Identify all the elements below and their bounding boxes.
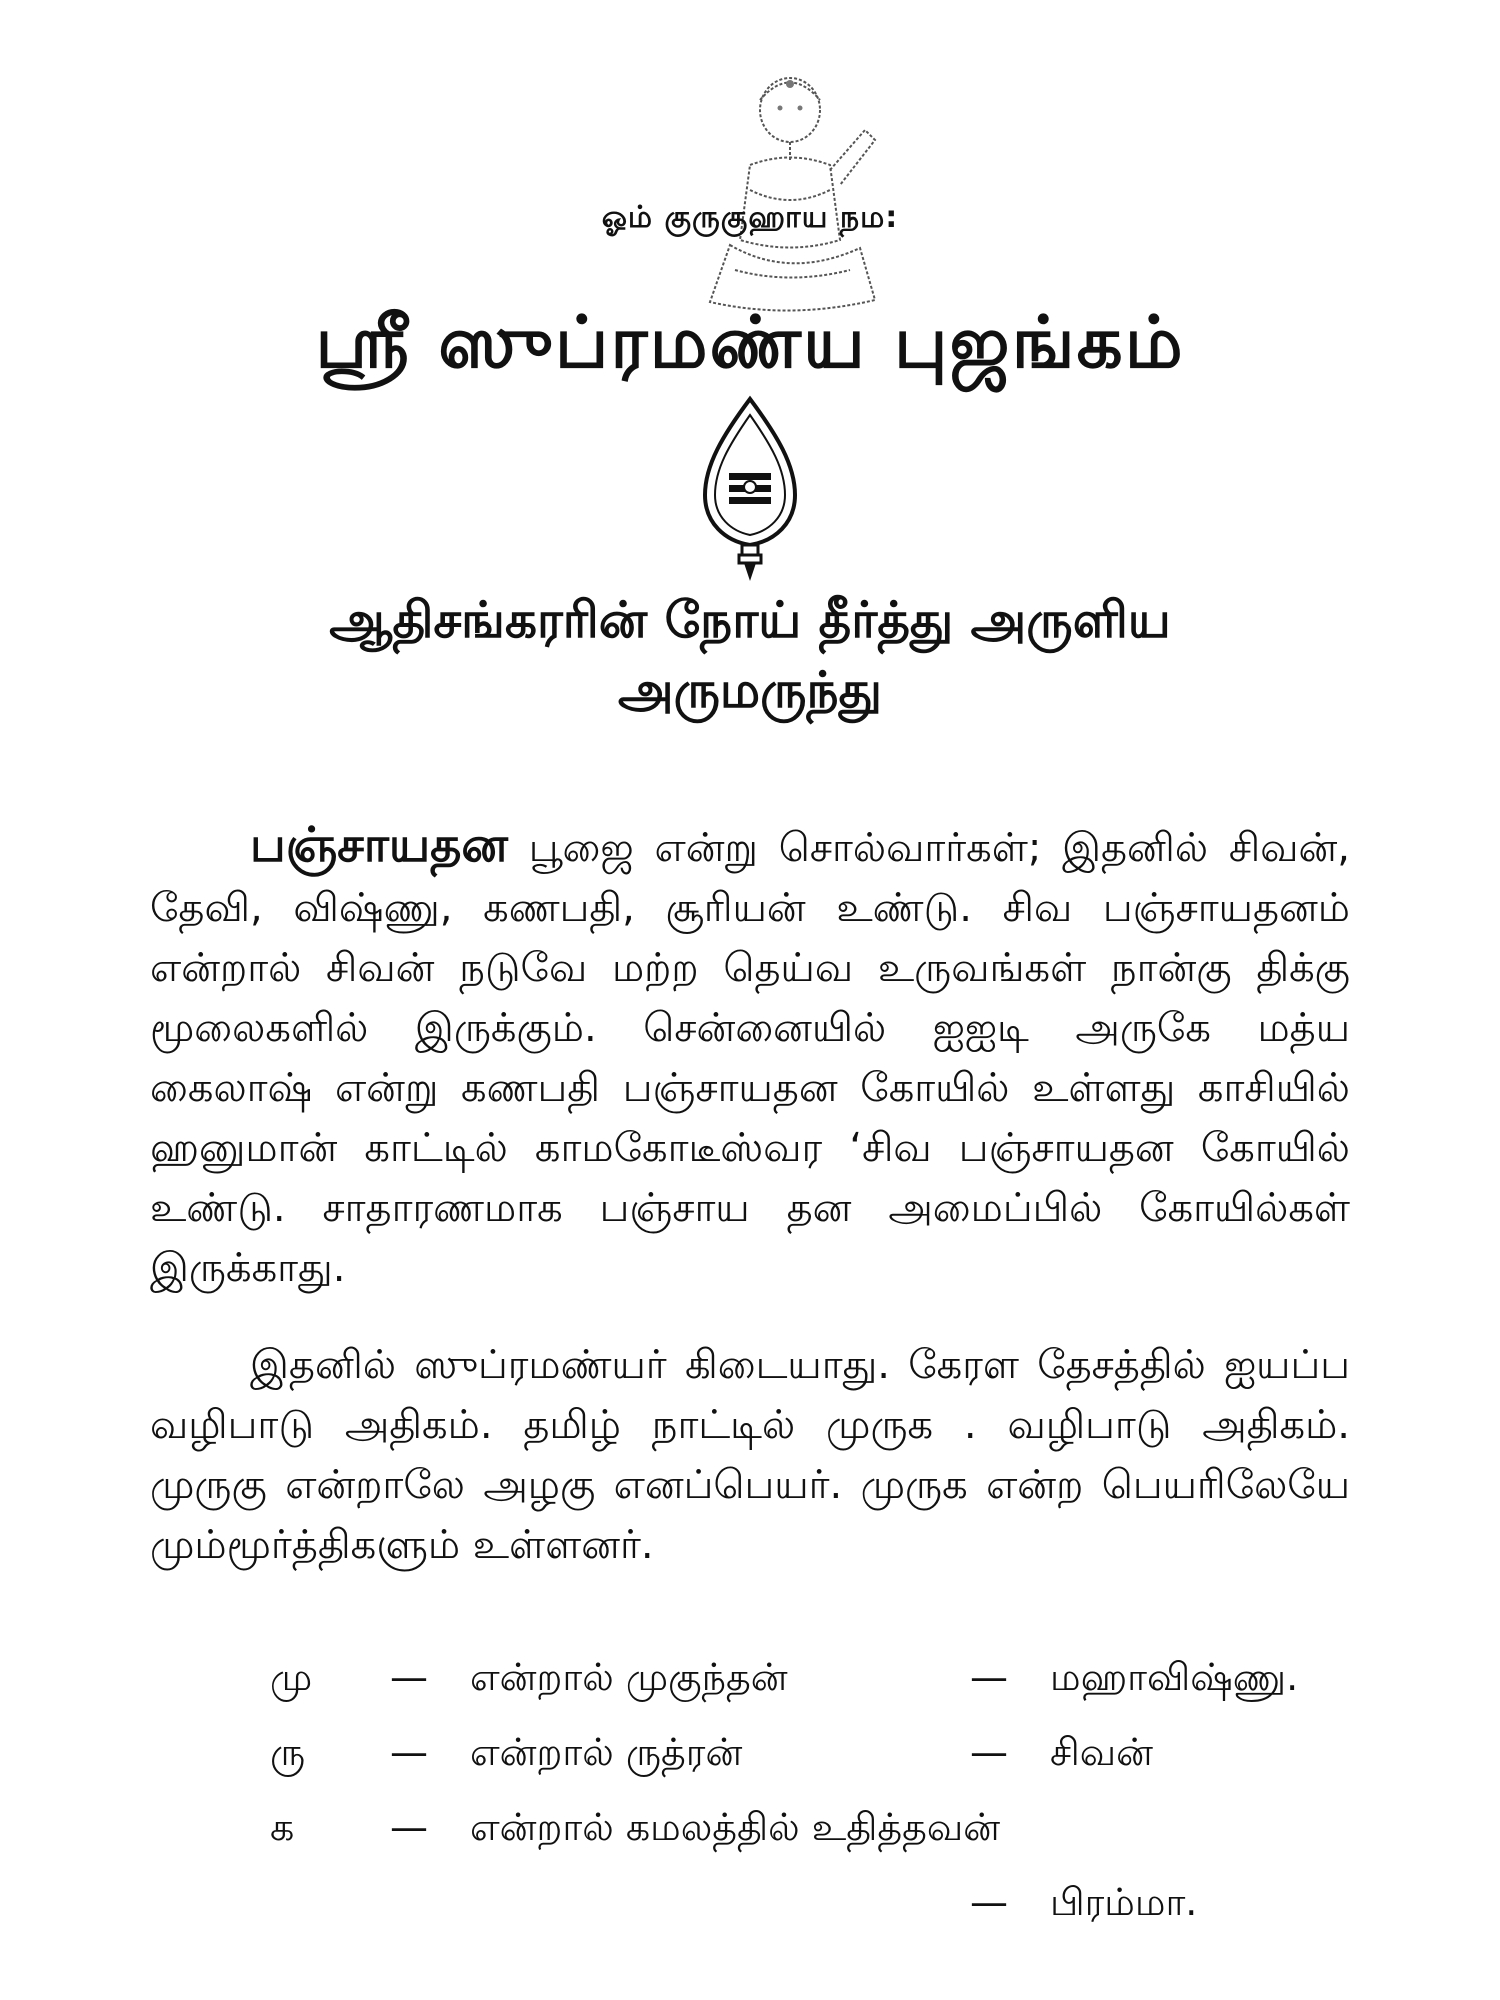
syllable: மு: [270, 1655, 313, 1699]
meaning-row-3-result: [270, 1880, 1370, 1940]
dash: —: [970, 1655, 1008, 1699]
murugan-sketch-icon: [690, 70, 900, 320]
dash: —: [390, 1805, 428, 1849]
result: பிரம்மா.: [1050, 1880, 1198, 1924]
syllable: ரு: [270, 1730, 306, 1774]
result: சிவன்: [1050, 1730, 1153, 1774]
phrase: என்றால் முகுந்தன்: [470, 1655, 788, 1699]
dash: —: [390, 1730, 428, 1774]
meaning-row-3: [270, 1805, 1370, 1880]
dash: —: [970, 1880, 1008, 1924]
syllable-meanings: [270, 1655, 1370, 1940]
paragraph-2: [150, 1335, 1350, 1575]
phrase: என்றால் கமலத்தில் உதித்தவன்: [470, 1805, 1001, 1849]
vel-emblem-icon: [697, 395, 803, 585]
paragraph-2-text: இதனில் ஸுப்ரமண்யர் கிடையாது. கேரள தேசத்தில் ஐயப்ப வழிபாடு அதிகம். தமிழ் நாட்டில் முருக . வழிபாடு அதிகம். முருகு என்றாலே அழகு எனப்பெயர். முருக என்ற பெயரிலேயே மும்மூர்த்திகளும் உள்ளனர்.: [150, 1342, 1350, 1568]
subtitle: [0, 585, 1500, 725]
syllable: க: [270, 1805, 295, 1849]
page-title: ஸ்ரீ ஸுப்ரமண்ய புஜங்கம்: [315, 300, 1185, 384]
paragraph-1: [150, 815, 1350, 1298]
invocation-text: ஓம் குருகுஹாய நம:: [601, 200, 899, 235]
phrase: என்றால் ருத்ரன்: [470, 1730, 743, 1774]
subtitle-line-2: அருமருந்து: [618, 661, 882, 719]
meaning-row-1: [270, 1655, 1370, 1730]
paragraph-1-text: பூஜை என்று சொல்வார்கள்; இதனில் சிவன், தேவி, விஷ்ணு, கணபதி, சூரியன் உண்டு. சிவ பஞ்சாயதனம் என்றால் சிவன் நடுவே மற்ற தெய்வ உருவங்கள் நான்கு திக்கு மூலைகளில் இருக்கும். சென்னையில் ஐஐடி அருகே மத்ய கைலாஷ் என்று கணபதி பஞ்சாயதன கோயில் உள்ளது காசியில் ஹனுமான் காட்டில் காமகோடீஸ்வர ‘சிவ பஞ்சாயதன கோயில் உண்டு. சாதாரணமாக பஞ்சாய தன அமைப்பில் கோயில்கள் இருக்காது.: [150, 825, 1350, 1291]
meaning-row-2: [270, 1730, 1370, 1805]
subtitle-line-1: ஆதிசங்கரரின் நோய் தீர்த்து அருளிய: [329, 591, 1171, 649]
result: மஹாவிஷ்ணு.: [1050, 1655, 1299, 1699]
dash: —: [970, 1730, 1008, 1774]
dash: —: [390, 1655, 428, 1699]
paragraph-1-first-word: பஞ்சாயதன: [250, 817, 508, 873]
